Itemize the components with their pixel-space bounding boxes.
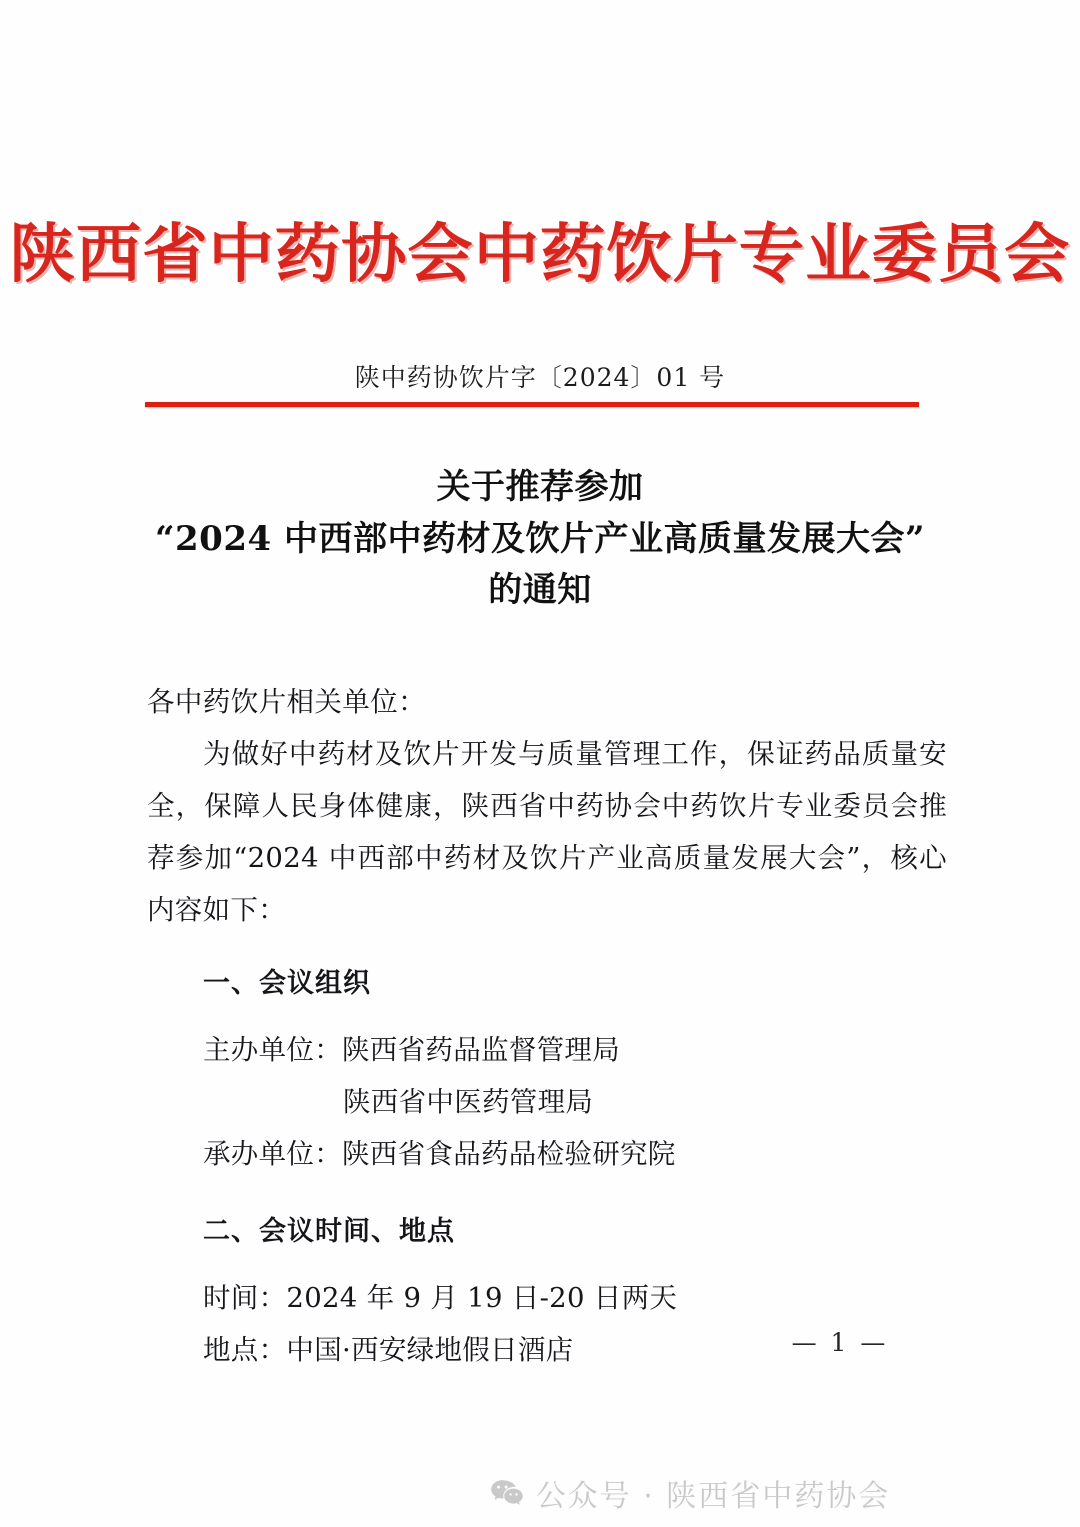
- section-heading-organization: 一、会议组织: [203, 968, 371, 999]
- footer-watermark: [0, 1458, 1080, 1527]
- wechat-icon: [490, 1479, 524, 1507]
- meeting-place-line: 地点：中国·西安绿地假日酒店: [203, 1334, 574, 1366]
- title-line-1: 关于推荐参加: [436, 467, 644, 507]
- title-line-3: 的通知: [488, 570, 592, 611]
- masthead: [0, 216, 1080, 294]
- red-divider-rule: [145, 402, 919, 407]
- organizer-host-line-2: 陕西省中医药管理局: [343, 1086, 594, 1118]
- footer-account-label: 公众号 · 陕西省中药协会: [535, 1478, 891, 1514]
- document-number: 陕中药协饮片字〔2024〕01 号: [354, 363, 726, 392]
- salutation: 各中药饮片相关单位：: [147, 686, 426, 718]
- title-line-2: “2024 中西部中药材及饮片产业高质量发展大会”: [154, 518, 926, 559]
- organizer-host-line: 主办单位：陕西省药品监督管理局: [203, 1034, 620, 1066]
- organizer-undertaker-line: 承办单位：陕西省食品药品检验研究院: [203, 1138, 676, 1170]
- document-body: [147, 676, 947, 1376]
- meeting-time-line: 时间：2024 年 9 月 19 日-20 日两天: [203, 1282, 678, 1314]
- intro-paragraph: 为做好中药材及饮片开发与质量管理工作，保证药品质量安全，保障人民身体健康，陕西省中药协会中药饮片专业委员会推荐参加“2024 中西部中药材及饮片产业高质量发展大会”，核心内容如下：: [147, 738, 947, 926]
- page-number: — 1 —: [791, 1328, 889, 1357]
- masthead-title: 陕西省中药协会中药饮片专业委员会: [9, 217, 1071, 292]
- document-title: [0, 462, 1080, 617]
- section-heading-time-place: 二、会议时间、地点: [203, 1216, 455, 1247]
